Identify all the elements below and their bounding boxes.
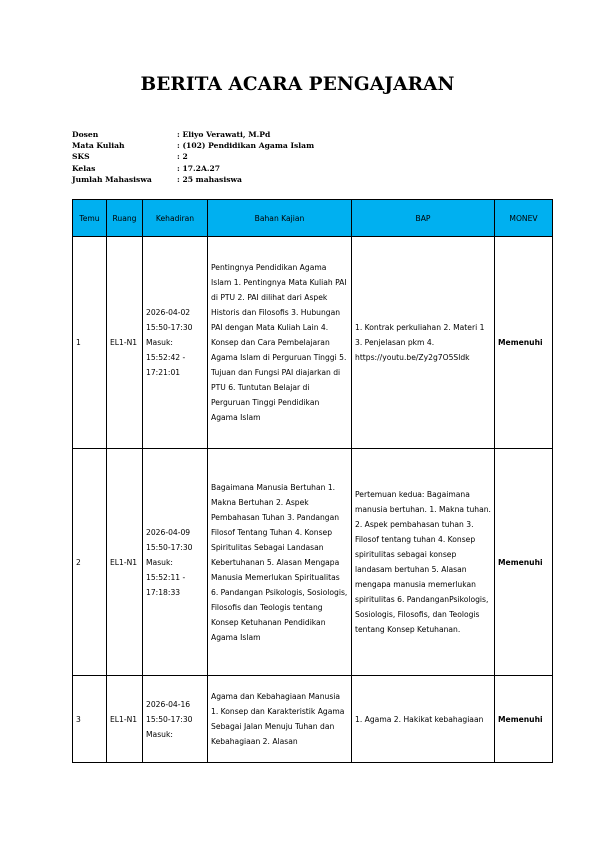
- cell-ruang: EL1-N1: [107, 676, 143, 763]
- info-value: : (102) Pendidikan Agama Islam: [177, 141, 315, 151]
- info-label: Mata Kuliah: [72, 141, 125, 151]
- info-value: : 2: [177, 152, 188, 162]
- cell-kehadiran: 2026-04-02 15:50-17:30 Masuk: 15:52:42 - 17:21:01: [143, 237, 208, 449]
- cell-monev: Memenuhi: [495, 676, 553, 763]
- info-value: : Eliyo Verawati, M.Pd: [177, 130, 271, 139]
- cell-temu: 2: [73, 449, 107, 676]
- header-ruang: Ruang: [107, 200, 143, 237]
- table-row: [73, 676, 553, 763]
- cell-kehadiran: 2026-04-09 15:50-17:30 Masuk: 15:52:11 - 17:18:33: [143, 449, 208, 676]
- cell-temu: 3: [73, 676, 107, 763]
- table-row: [73, 237, 553, 449]
- header-temu: Temu: [73, 200, 107, 237]
- cell-monev: Memenuhi: [495, 237, 553, 449]
- cell-monev: Memenuhi: [495, 449, 553, 676]
- cell-bahan-kajian: Agama dan Kebahagiaan Manusia 1. Konsep dan Karakteristik Agama Sebagai Jalan Menuju Tuhan dan Kebahagiaan 2. Alasan: [208, 676, 352, 763]
- info-label: Jumlah Mahasiswa: [72, 174, 152, 184]
- cell-ruang: EL1-N1: [107, 449, 143, 676]
- info-value: : 17.2A.27: [177, 163, 221, 173]
- cell-bap: 1. Kontrak perkuliahan 2. Materi 1 3. Penjelasan pkm 4. https://youtu.be/Zy2g7O5Sldk: [352, 237, 495, 449]
- info-value: : 25 mahasiswa: [177, 174, 242, 184]
- document-title: BERITA ACARA PENGAJARAN: [140, 74, 455, 95]
- teaching-record-table: [72, 199, 553, 763]
- cell-bap: Pertemuan kedua: Bagaimana manusia bertuhan. 1. Makna tuhan. 2. Aspek pembahasan tuhan 3. Filosof tentang tuhan 4. Konsep spiritulitas sebagai konsep landasam bertuhan 5. Alasan mengapa manusia memerlukan spiritulitas 6. PandanganPsikologis, Sosiologis, Filosofis, dan Teologis tentang Konsep Ketuhanan.: [352, 449, 495, 676]
- cell-temu: 1: [73, 237, 107, 449]
- header-monev: MONEV: [495, 200, 553, 237]
- cell-bap: 1. Agama 2. Hakikat kebahagiaan: [352, 676, 495, 763]
- table-header-row: [73, 200, 553, 237]
- cell-kehadiran: 2026-04-16 15:50-17:30 Masuk:: [143, 676, 208, 763]
- table-row: [73, 449, 553, 676]
- cell-bahan-kajian: Bagaimana Manusia Bertuhan 1. Makna Bertuhan 2. Aspek Pembahasan Tuhan 3. Pandangan Filosof Tentang Tuhan 4. Konsep Spiritulitas Sebagai Landasan Kebertuhanan 5. Alasan Mengapa Manusia Memerlukan Spiritualitas 6. Pandangan Psikologis, Sosiologis, Filosofis dan Teologis tentang Konsep Ketuhanan Pendidikan Agama Islam: [208, 449, 352, 676]
- info-label: Dosen: [72, 130, 99, 139]
- info-label: Kelas: [72, 163, 96, 173]
- cell-ruang: EL1-N1: [107, 237, 143, 449]
- header-bap: BAP: [352, 200, 495, 237]
- info-label: SKS: [72, 152, 90, 162]
- header-bahan-kajian: Bahan Kajian: [208, 200, 352, 237]
- header-kehadiran: Kehadiran: [143, 200, 208, 237]
- cell-bahan-kajian: Pentingnya Pendidikan Agama Islam 1. Pentingnya Mata Kuliah PAI di PTU 2. PAI dilihat dari Aspek Historis dan Filosofis 3. Hubungan PAI dengan Mata Kuliah Lain 4. Konsep dan Cara Pembelajaran Agama Islam di Perguruan Tinggi 5. Tujuan dan Fungsi PAI diajarkan di PTU 6. Tuntutan Belajar di Perguruan Tinggi Pendidikan Agama Islam: [208, 237, 352, 449]
